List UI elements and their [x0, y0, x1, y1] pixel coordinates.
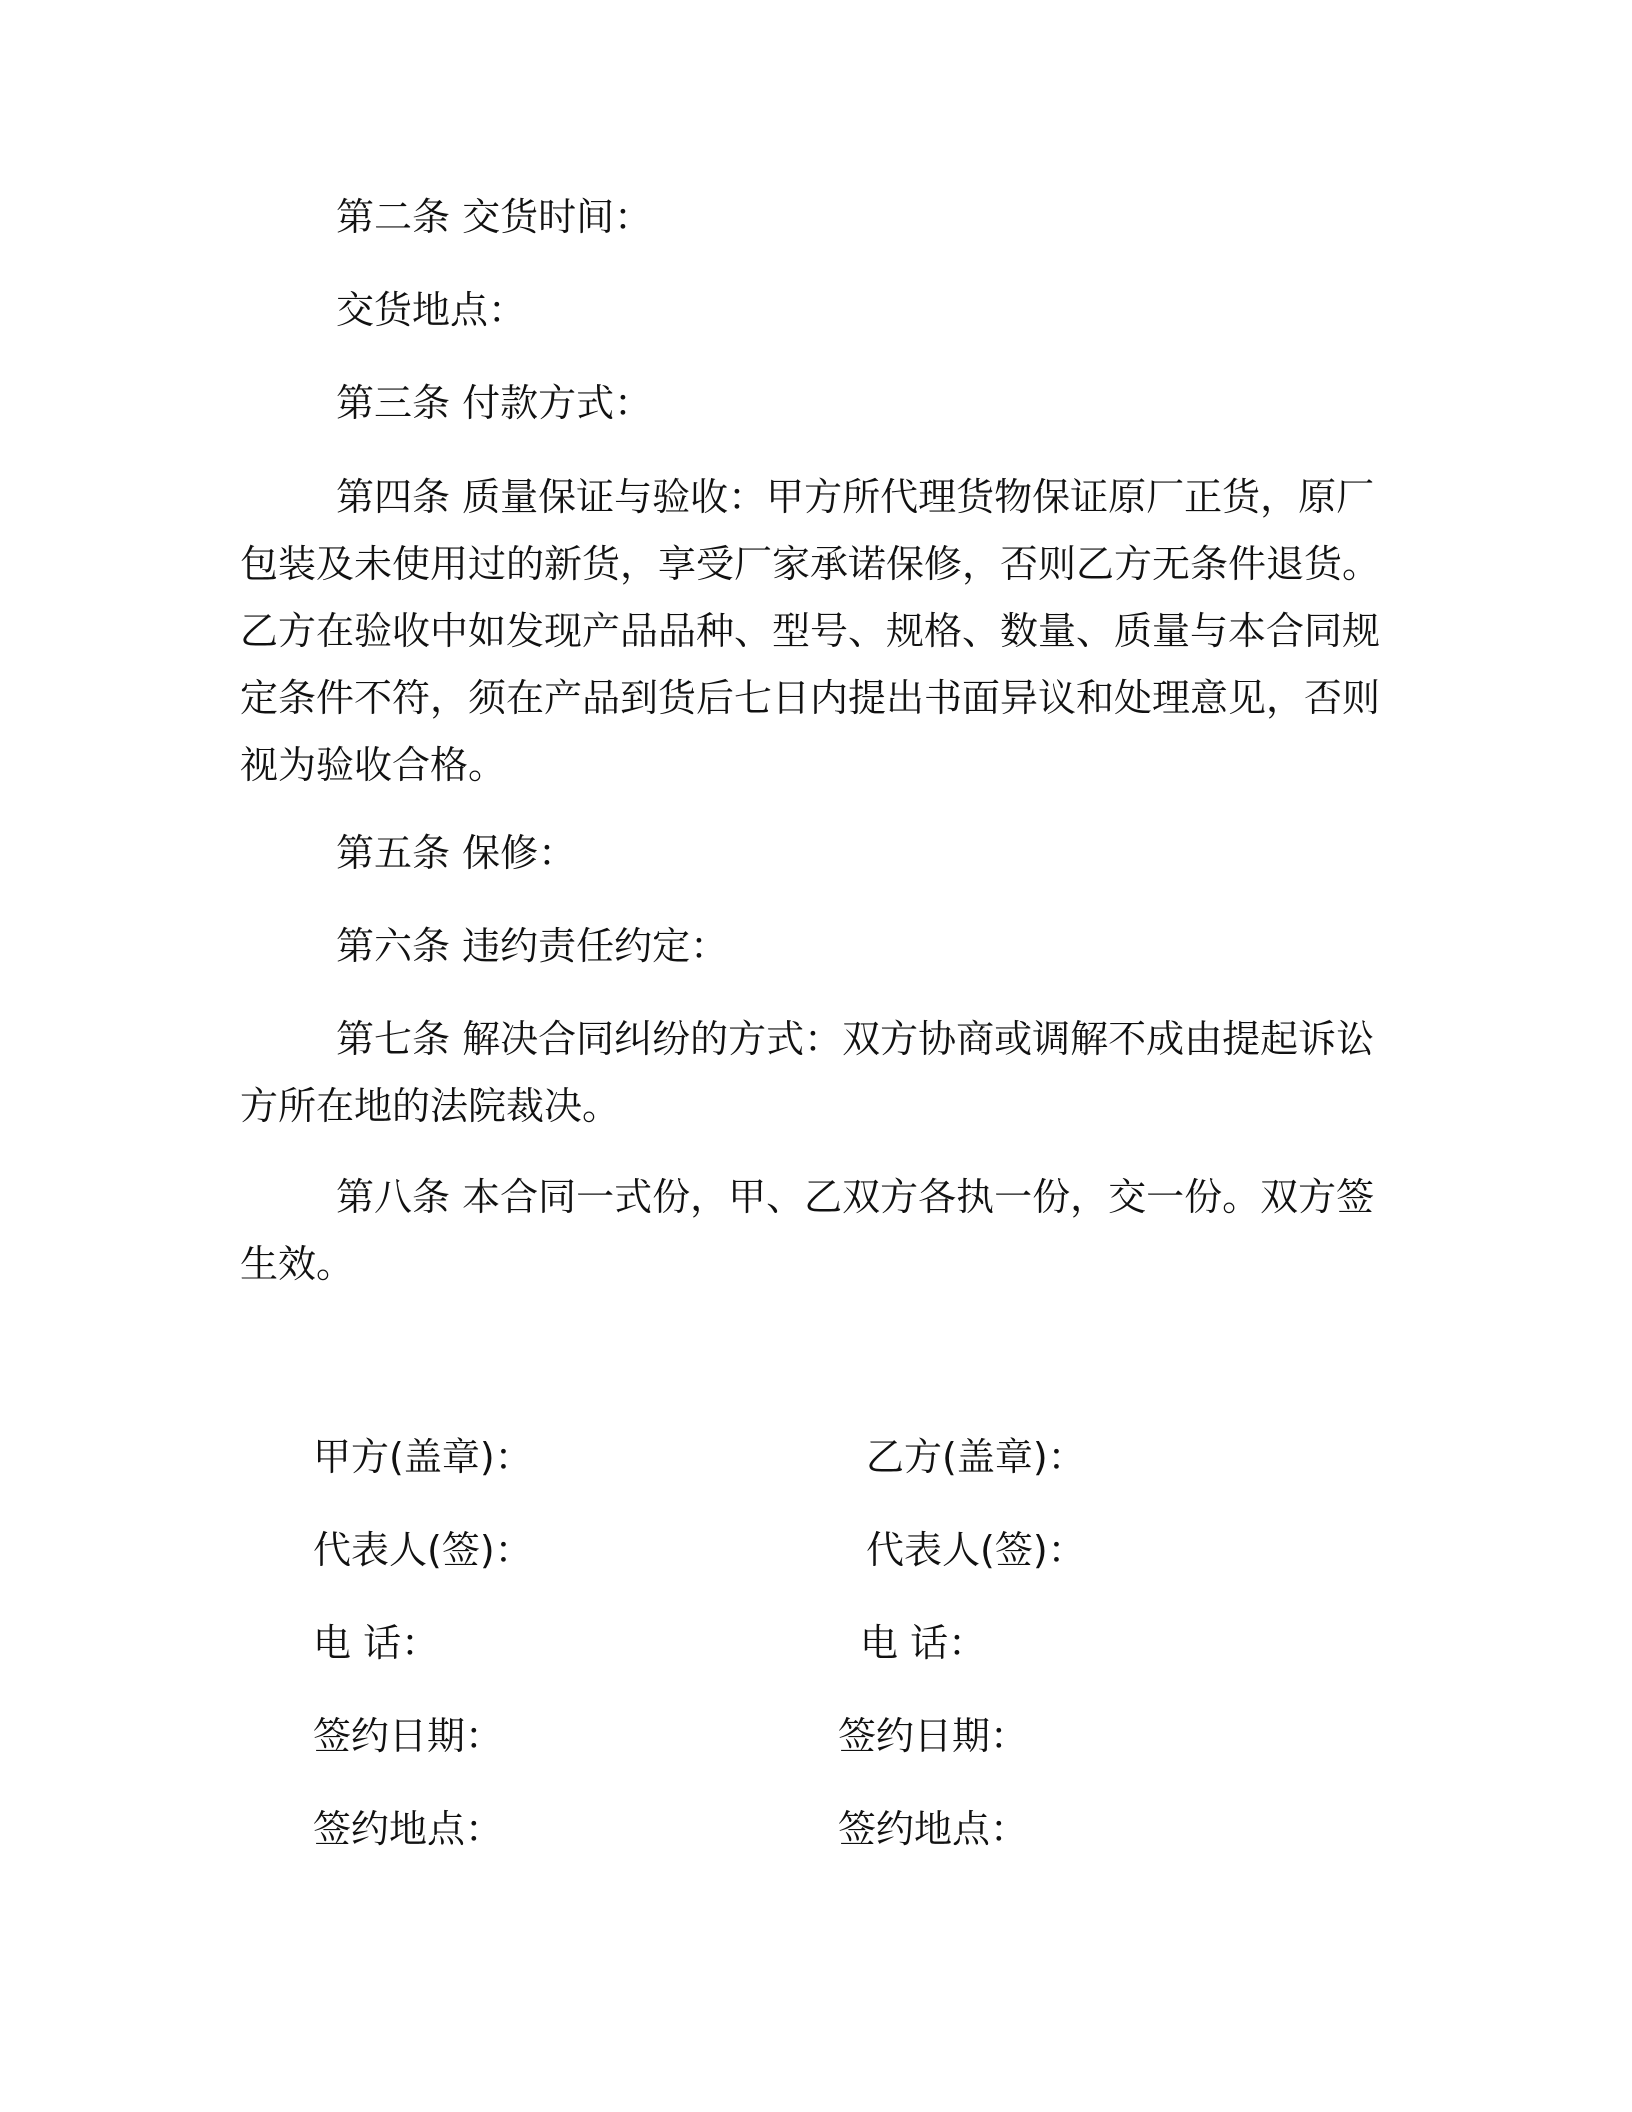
party-b-phone: 电 话： [860, 1621, 987, 1665]
clause-5-warranty: 第五条 保修： [336, 831, 577, 875]
party-b-place: 签约地点： [838, 1807, 1029, 1851]
clause-3-payment: 第三条 付款方式： [336, 381, 653, 425]
party-b-seal: 乙方(盖章)： [866, 1435, 1086, 1479]
party-a-date: 签约日期： [313, 1714, 504, 1758]
clause-7-disputes: 第七条 解决合同纠纷的方式：双方协商或调解不成由提起诉讼方所在地的法院裁决。 [240, 1017, 1375, 1128]
clause-4-quality: 第四条 质量保证与验收：甲方所代理货物保证原厂正货，原厂包装及未使用过的新货，享受厂家承诺保修，否则乙方无条件退货。乙方在验收中如发现产品品种、型号、规格、数量、质量与本合同规定条件不符，须在产品到货后七日内提出书面异议和处理意见，否则视为验收合格。 [240, 475, 1381, 787]
clause-6-liability: 第六条 违约责任约定： [336, 924, 729, 968]
clause-2-delivery-place: 交货地点： [336, 288, 527, 332]
clause-2-delivery-time: 第二条 交货时间： [336, 195, 653, 239]
party-a-seal: 甲方(盖章)： [313, 1435, 533, 1479]
clause-8-copies: 第八条 本合同一式份，甲、乙双方各执一份，交一份。双方签生效。 [240, 1175, 1375, 1286]
party-a-place: 签约地点： [313, 1807, 504, 1851]
party-b-date: 签约日期： [838, 1714, 1029, 1758]
party-a-representative: 代表人(签)： [313, 1528, 533, 1572]
party-b-representative: 代表人(签)： [866, 1528, 1086, 1572]
party-a-phone: 电 话： [313, 1621, 440, 1665]
